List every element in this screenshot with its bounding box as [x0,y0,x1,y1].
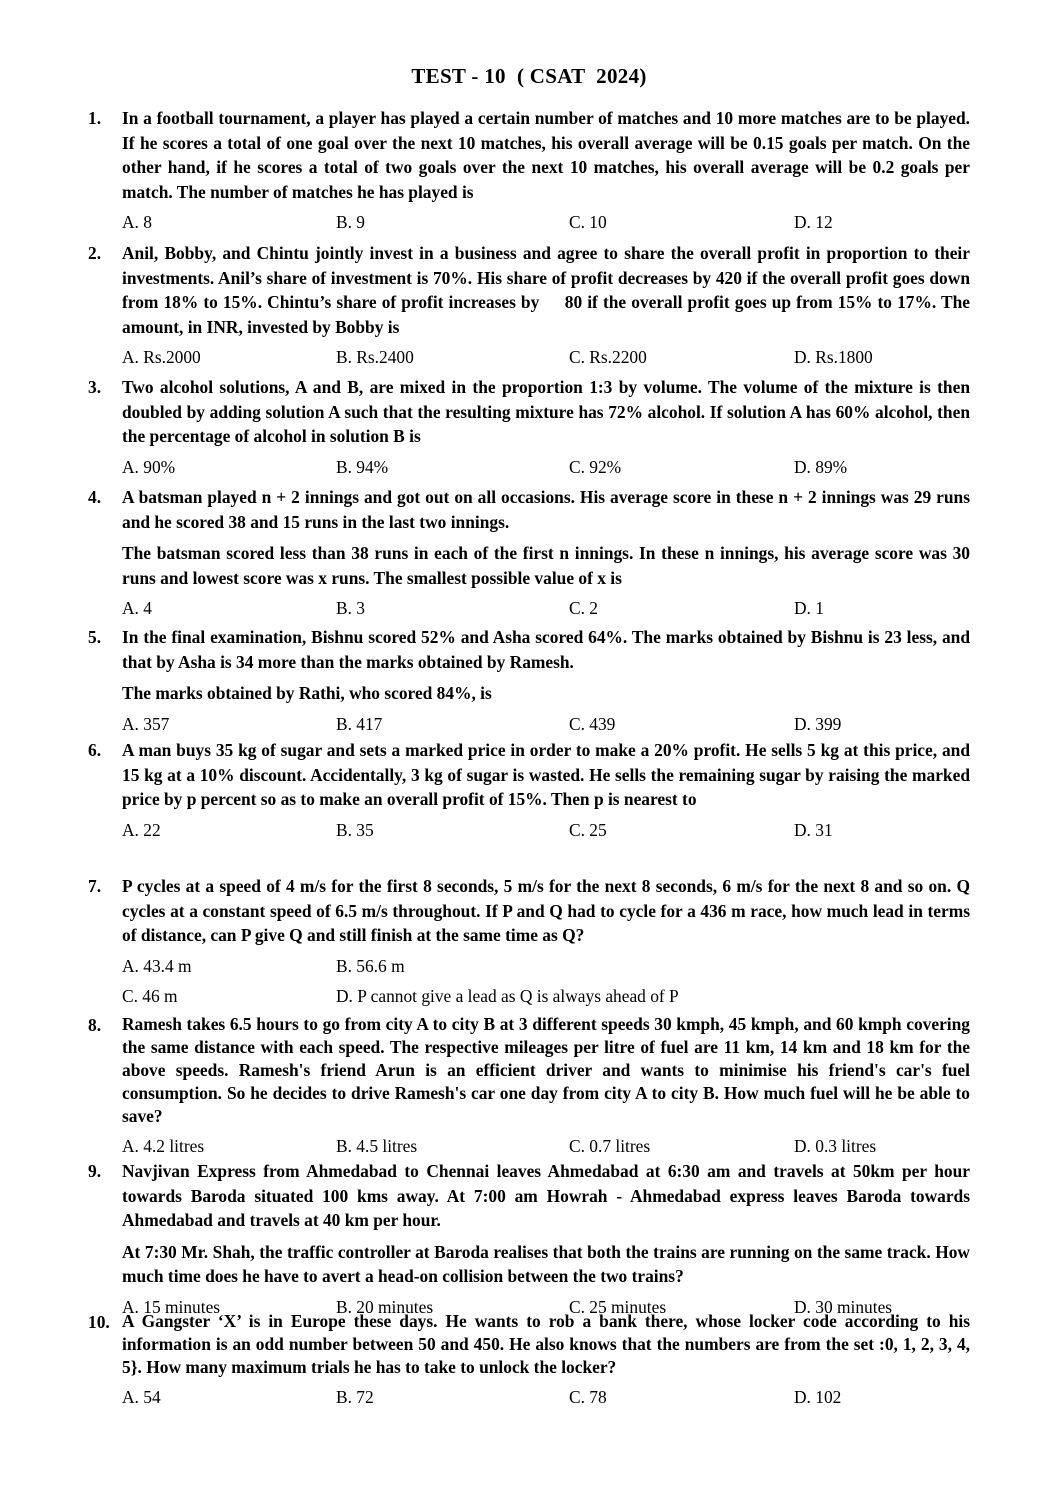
answer-options [122,345,970,369]
answer-option: B. 56.6 m [336,955,405,976]
answer-option: A. Rs.2000 [122,347,201,368]
answer-option: B. 94% [336,456,389,477]
question-body [122,625,975,736]
question-number: 9. [88,1161,102,1181]
question-text: A batsman played n + 2 innings and got out on all occasions. His average score in these n + 2 innings was 29 runs and he scored 38 and 15 runs in the last two innings. [122,487,975,532]
answer-option: A. 4.2 litres [122,1136,205,1156]
answer-option: C. 78 [569,1387,607,1407]
question-text: Ramesh takes 6.5 hours to go from city A to city B at 3 different speeds 30 kmph, 45 kmph, and 60 kmph covering the same distance with each speed. The respective mileages per litre of fuel are 11 km, 14 km and 18 km for the above speeds. Ramesh's friend Arun is an efficient driver and wants to minimise his friend's car's fuel consumption. So he decides to drive Ramesh's car one day from city A to city B. How much fuel will he be able to save? [122,1014,975,1126]
answer-option: B. 35 [336,819,374,840]
answer-option: C. 25 [569,819,607,840]
answer-option: C. 46 m [122,985,178,1006]
question-9 [88,1159,975,1319]
answer-options [122,596,970,620]
answer-option: B. Rs.2400 [336,347,414,368]
answer-option: D. 30 minutes [794,1296,893,1317]
question-7 [88,874,975,1008]
question-number: 3. [88,377,102,397]
question-body [122,1159,975,1319]
answer-option: B. 4.5 litres [336,1136,418,1156]
answer-option: B. 3 [336,598,365,619]
question-number: 5. [88,627,102,647]
answer-option: D. 1 [794,598,824,619]
question-body [122,106,975,234]
answer-option: D. P cannot give a lead as Q is always ahead of P [336,985,679,1006]
question-body [122,1310,975,1409]
question-number: 8. [88,1015,102,1035]
question-6 [88,738,975,842]
answer-option: B. 417 [336,713,383,734]
question-text: A Gangster ‘X’ is in Europe these days. He wants to rob a bank there, whose locker code according to his information is an odd number between 50 and 450. He also knows that the numbers are from the set :0, 1, 2, 3, 4, 5}. How many maximum trials he has to take to unlock the locker? [122,1311,975,1377]
question-body [122,375,975,479]
question-text: The marks obtained by Rathi, who scored 84%, is [122,683,492,704]
answer-options [122,818,970,842]
answer-options [122,455,970,479]
answer-option: A. 90% [122,456,176,477]
answer-option: C. 10 [569,212,607,233]
question-5 [88,625,975,736]
question-number: 7. [88,876,102,896]
question-8 [88,1013,975,1158]
answer-option: D. 399 [794,713,842,734]
question-1 [88,106,975,234]
question-text: Two alcohol solutions, A and B, are mixed in the proportion 1:3 by volume. The volume of the mixture is then doubled by adding solution A such that the resulting mixture has 72% alcohol. If solution A has 60% alcohol, then the percentage of alcohol in solution B is [122,377,975,447]
question-number: 10. [88,1312,110,1332]
question-2 [88,241,975,369]
answer-option: B. 72 [336,1387,374,1407]
answer-option: C. 25 minutes [569,1296,667,1317]
answer-option: A. 22 [122,819,161,840]
answer-option: A. 43.4 m [122,955,192,976]
question-body [122,485,975,620]
answer-options [122,210,970,234]
answer-option: C. 439 [569,713,616,734]
question-text: In the final examination, Bishnu scored 52% and Asha scored 64%. The marks obtained by Bishnu is 23 less, and that by Asha is 34 more than the marks obtained by Ramesh. [122,627,975,672]
answer-options [122,984,970,1008]
question-text: Anil, Bobby, and Chintu jointly invest in a business and agree to share the overall profit in proportion to their investments. Anil’s share of investment is 70%. His share of profit decreases by 420 if the overall profit goes down from 18% to 15%. Chintu’s share of profit increases by 80 if the overall profit goes up from 15% to 17%. The amount, in INR, invested by Bobby is [122,243,975,337]
question-text: At 7:30 Mr. Shah, the traffic controller at Baroda realises that both the trains are running on the same track. How much time does he have to avert a head-on collision between the two trains? [122,1241,975,1287]
question-4 [88,485,975,620]
answer-option: C. 0.7 litres [569,1136,651,1156]
question-body [122,738,975,842]
answer-option: A. 357 [122,713,170,734]
answer-options [122,712,970,736]
answer-option: A. 15 minutes [122,1296,221,1317]
answer-option: D. Rs.1800 [794,347,873,368]
question-10 [88,1310,975,1409]
answer-option: D. 102 [794,1387,842,1407]
question-body [122,241,975,369]
answer-options [122,1385,970,1409]
answer-option: A. 8 [122,212,152,233]
question-text: In a football tournament, a player has played a certain number of matches and 10 more matches are to be played. If he scores a total of one goal over the next 10 matches, his overall average will be 0.15 goals per match. On the other hand, if he scores a total of two goals over the next 10 matches, his overall average will be 0.2 goals per match. The number of matches he has played is [122,108,975,202]
answer-option: C. Rs.2200 [569,347,647,368]
answer-options [122,954,970,978]
question-3 [88,375,975,479]
question-text: The batsman scored less than 38 runs in each of the first n innings. In these n innings, his average score was 30 runs and lowest score was x runs. The smallest possible value of x is [122,543,975,588]
answer-option: A. 54 [122,1387,161,1407]
question-body [122,1013,975,1158]
question-number: 1. [88,108,102,128]
answer-option: B. 9 [336,212,365,233]
answer-option: D. 31 [794,819,833,840]
question-number: 2. [88,243,102,263]
question-number: 6. [88,740,102,760]
question-text: P cycles at a speed of 4 m/s for the first 8 seconds, 5 m/s for the next 8 seconds, 6 m/s for the next 8 and so on. Q cycles at a constant speed of 6.5 m/s throughout. If P and Q had to cycle for a 436 m race, how much lead in terms of distance, can P give Q and still finish at the same time as Q? [122,876,975,946]
answer-option: B. 20 minutes [336,1296,434,1317]
page-title: TEST - 10 ( CSAT 2024) [411,64,647,88]
answer-option: C. 2 [569,598,598,619]
answer-option: C. 92% [569,456,622,477]
answer-option: D. 0.3 litres [794,1136,877,1156]
answer-option: D. 89% [794,456,848,477]
question-number: 4. [88,487,102,507]
question-text: Navjivan Express from Ahmedabad to Chennai leaves Ahmedabad at 6:30 am and travels at 50km per hour towards Baroda situated 100 kms away. At 7:00 am Howrah - Ahmedabad express leaves Baroda towards Ahmedabad and travels at 40 km per hour. [122,1161,975,1231]
answer-option: A. 4 [122,598,152,619]
answer-option: D. 12 [794,212,833,233]
question-body [122,874,975,1008]
answer-options [122,1134,970,1158]
question-text: A man buys 35 kg of sugar and sets a marked price in order to make a 20% profit. He sells 5 kg at this price, and 15 kg at a 10% discount. Accidentally, 3 kg of sugar is wasted. He sells the remaining sugar by raising the marked price by p percent so as to make an overall profit of 15%. Then p is nearest to [122,740,975,810]
